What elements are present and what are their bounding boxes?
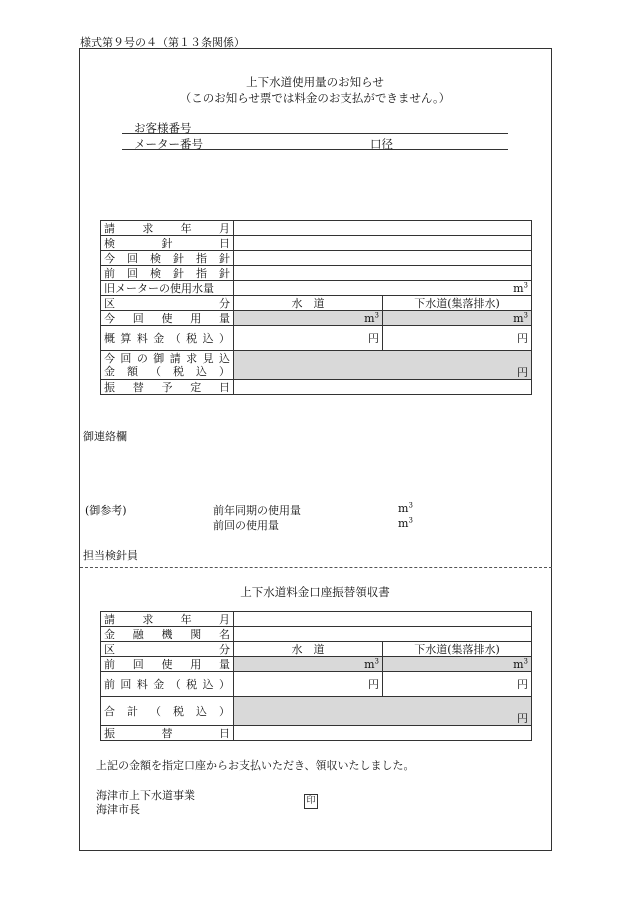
estimated-fee-sewer: 円 [383, 326, 532, 351]
estimated-fee-label: 概算料金（税込） [101, 326, 234, 351]
billing-estimate-line2: 金額（税込） [104, 365, 230, 378]
previous-fee-label: 前回料金（税込） [101, 672, 234, 697]
cut-line [80, 567, 552, 568]
billing-month-label: 請求年月 [101, 221, 234, 236]
current-reading-label: 今回検針指針 [101, 251, 234, 266]
unit-m3: m [513, 657, 524, 671]
previous-fee-water: 円 [234, 672, 383, 697]
table-row [101, 266, 532, 281]
notice-subtitle: （このお知らせ票では料金のお支払ができません。） [179, 91, 451, 105]
transfer-label: 振替日 [101, 726, 234, 741]
table-row [101, 281, 532, 296]
previous-usage-row-label: 前回使用量 [101, 657, 234, 672]
bank-name-label: 金融機関名 [101, 627, 234, 642]
unit-m: m [398, 502, 409, 515]
old-meter-usage-value [234, 281, 532, 296]
unit-sup: 3 [523, 310, 528, 319]
unit-sup: 3 [408, 501, 413, 510]
table-row [101, 311, 532, 326]
meter-number-underline [122, 149, 508, 150]
billing-estimate-value: 円 [234, 351, 532, 380]
caliber-label: 口径 [370, 137, 393, 151]
seal-mark: 印 [304, 794, 318, 809]
reading-date-label: 検針日 [101, 236, 234, 251]
transfer-date-label: 振替予定日 [101, 380, 234, 395]
unit-sup: 3 [374, 310, 379, 319]
column-water: 水 道 [234, 296, 383, 311]
previous-reading-value [234, 266, 532, 281]
customer-number-underline [122, 133, 508, 134]
inspector-label: 担当検針員 [83, 549, 138, 562]
reference-label: (御参考) [85, 504, 127, 517]
current-usage-label: 今回使用量 [101, 311, 234, 326]
usage-table [100, 220, 532, 395]
table-row [101, 326, 532, 351]
unit-sup: 3 [523, 656, 528, 665]
previous-fee-sewer: 円 [383, 672, 532, 697]
table-row [101, 251, 532, 266]
transfer-date-value [234, 380, 532, 395]
meter-number-label: メーター番号 [134, 137, 203, 151]
previous-usage-unit [398, 517, 413, 530]
column-sewer: 下水道(集落排水) [383, 296, 532, 311]
unit-sup: 3 [408, 516, 413, 525]
billing-month-value [234, 221, 532, 236]
unit-m3: m [364, 657, 375, 671]
table-row [101, 296, 532, 311]
same-period-unit [398, 502, 413, 515]
previous-usage-water [234, 657, 383, 672]
previous-reading-label: 前回検針指針 [101, 266, 234, 281]
current-usage-water [234, 311, 383, 326]
unit-m3: m [513, 311, 524, 325]
previous-usage-label: 前回の使用量 [213, 519, 279, 532]
unit-m: m [398, 517, 409, 530]
receipt-column-water: 水 道 [234, 642, 383, 657]
unit-m3: m [513, 281, 524, 295]
total-value: 円 [234, 697, 532, 726]
receipt-category-label: 区分 [101, 642, 234, 657]
table-row [101, 642, 532, 657]
table-row [101, 697, 532, 726]
estimated-fee-water: 円 [234, 326, 383, 351]
bank-name-value [234, 627, 532, 642]
reading-date-value [234, 236, 532, 251]
receipt-title: 上下水道料金口座振替領収書 [240, 585, 390, 599]
table-row [101, 726, 532, 741]
table-row [101, 612, 532, 627]
contact-label: 御連絡欄 [83, 430, 127, 443]
old-meter-usage-label: 旧メーターの使用水量 [101, 281, 234, 296]
receipt-statement: 上記の金額を指定口座からお支払いただき、領収いたしました。 [96, 759, 415, 772]
unit-m3: m [364, 311, 375, 325]
current-usage-sewer [383, 311, 532, 326]
table-row [101, 657, 532, 672]
same-period-usage-label: 前年同期の使用量 [213, 504, 301, 517]
unit-sup: 3 [374, 656, 379, 665]
unit-sup: 3 [523, 280, 528, 289]
table-row [101, 221, 532, 236]
table-row [101, 236, 532, 251]
table-row [101, 672, 532, 697]
current-reading-value [234, 251, 532, 266]
total-label: 合計（税込） [101, 697, 234, 726]
receipt-table [100, 611, 532, 741]
issuer-line2: 海津市長 [96, 803, 140, 816]
receipt-column-sewer: 下水道(集落排水) [383, 642, 532, 657]
form-label: 様式第９号の４（第１３条関係） [80, 36, 245, 49]
transfer-value [234, 726, 532, 741]
billing-estimate-line1: 今回の御請求見込 [104, 352, 230, 365]
issuer-line1: 海津市上下水道事業 [96, 789, 195, 802]
receipt-billing-month-value [234, 612, 532, 627]
category-label: 区分 [101, 296, 234, 311]
receipt-billing-month-label: 請求年月 [101, 612, 234, 627]
table-row [101, 627, 532, 642]
customer-number-label: お客様番号 [134, 121, 192, 135]
table-row [101, 351, 532, 380]
billing-estimate-label [101, 351, 234, 380]
table-row [101, 380, 532, 395]
previous-usage-sewer [383, 657, 532, 672]
notice-title: 上下水道使用量のお知らせ [246, 75, 384, 89]
